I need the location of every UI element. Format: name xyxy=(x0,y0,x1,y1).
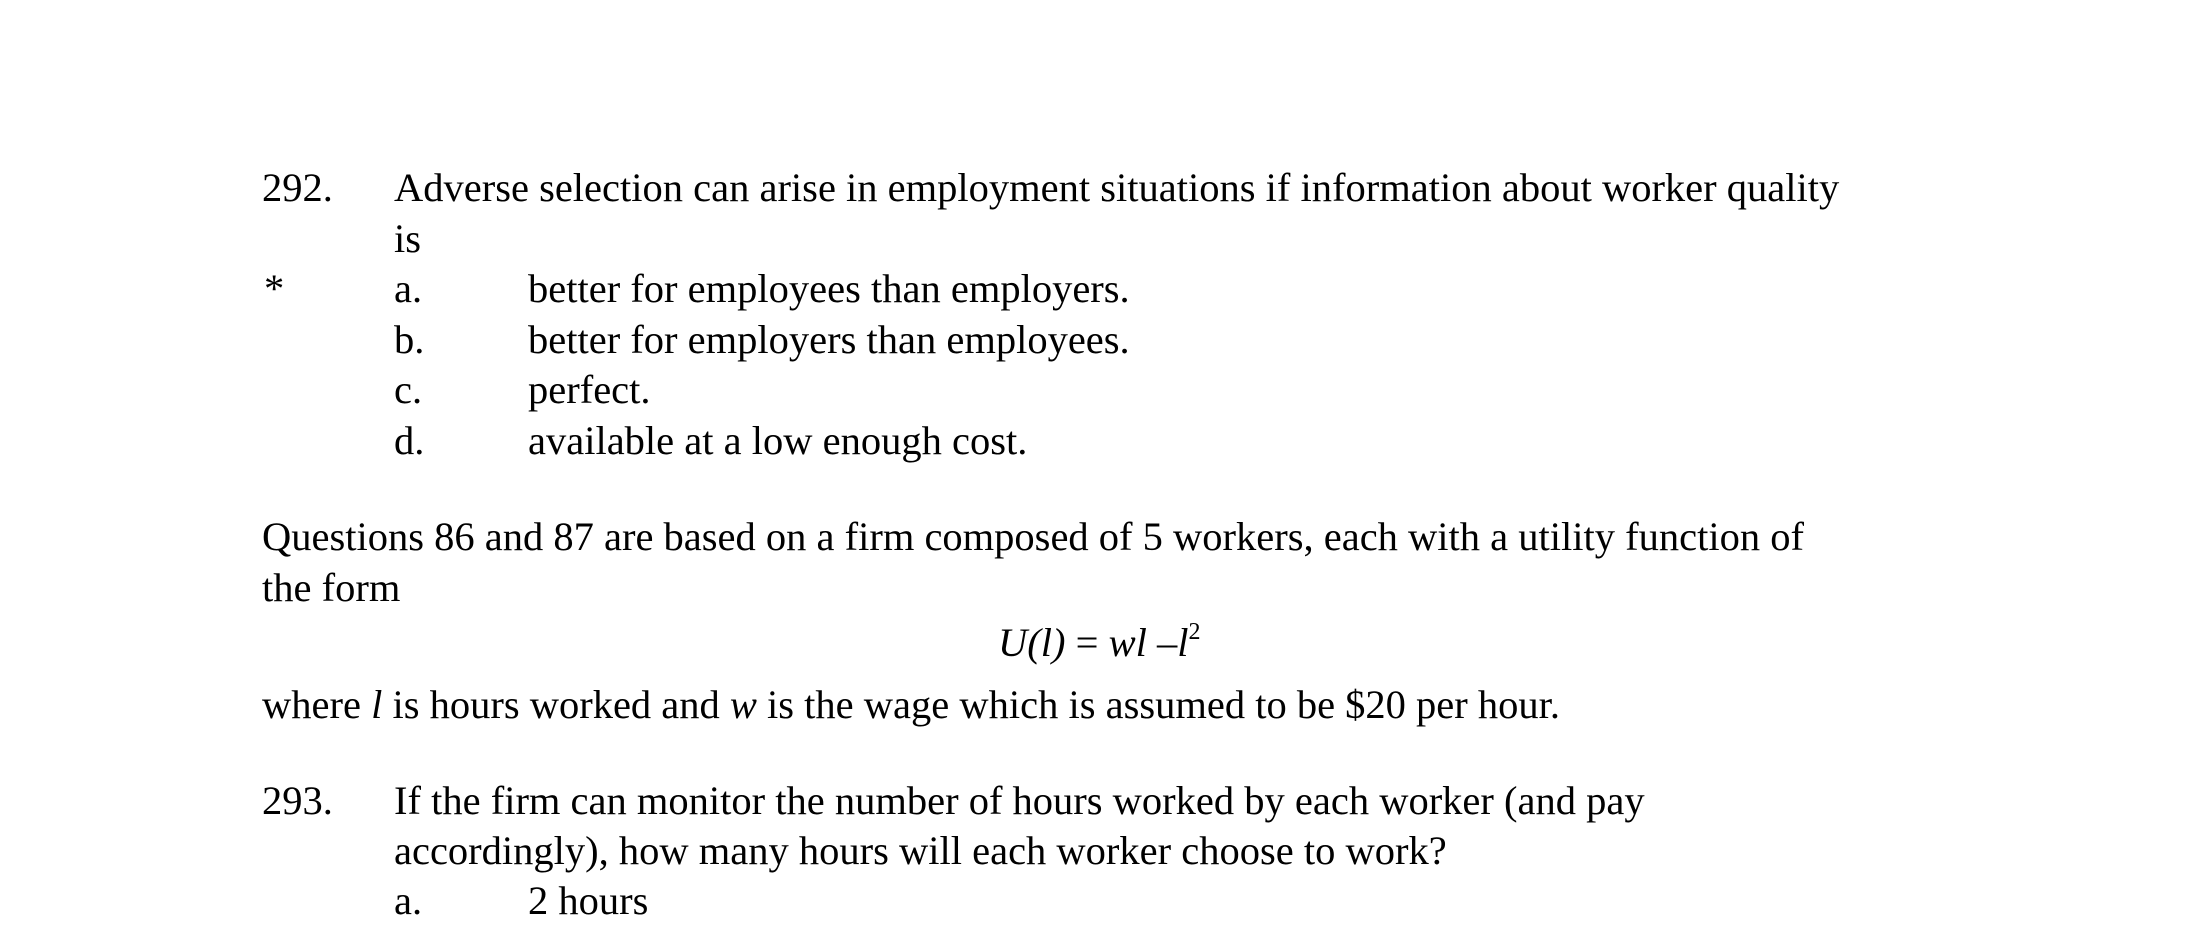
equation-exponent: 2 xyxy=(1188,619,1201,645)
where-suffix: is the wage which is assumed to be $20 per hour. xyxy=(756,682,1561,727)
question-292-number: 292. xyxy=(262,165,333,210)
correct-answer-marker: * xyxy=(264,266,285,311)
option-text-c: perfect. xyxy=(528,367,651,412)
utility-equation xyxy=(998,618,1200,674)
where-middle: is hours worked and xyxy=(382,682,730,727)
option-text-d: available at a low enough cost. xyxy=(528,418,1028,463)
question-293-number: 293. xyxy=(262,778,333,823)
option-letter-b: b. xyxy=(394,317,425,362)
equation-base-l: l xyxy=(1177,620,1189,665)
equation-lhs: U(l) xyxy=(998,620,1066,665)
equation-term-wl: wl xyxy=(1108,620,1147,665)
preamble-line2: the form xyxy=(262,565,401,610)
equation-minus: – xyxy=(1156,620,1178,665)
question-293-stem-line1: If the firm can monitor the number of hours worked by each worker (and pay xyxy=(394,778,1645,823)
option-letter-d: d. xyxy=(394,418,425,463)
option-text-a: better for employees than employers. xyxy=(528,266,1130,311)
q293-option-letter-a: a. xyxy=(394,878,423,923)
question-293-stem-line2: accordingly), how many hours will each worker choose to work? xyxy=(394,828,1447,873)
preamble-line1: Questions 86 and 87 are based on a firm composed of 5 workers, each with a utility function of xyxy=(262,514,1804,559)
equation-equals: = xyxy=(1075,620,1099,665)
option-letter-a: a. xyxy=(394,266,423,311)
variable-l: l xyxy=(371,682,383,727)
question-292-stem-line1: Adverse selection can arise in employment situations if information about worker quality xyxy=(394,165,1840,210)
option-letter-c: c. xyxy=(394,367,423,412)
question-292-stem-line2: is xyxy=(394,216,422,261)
variable-definitions xyxy=(262,680,1560,730)
variable-w: w xyxy=(729,682,757,727)
q293-option-text-a: 2 hours xyxy=(528,878,649,923)
option-text-b: better for employers than employees. xyxy=(528,317,1130,362)
where-prefix: where xyxy=(262,682,372,727)
